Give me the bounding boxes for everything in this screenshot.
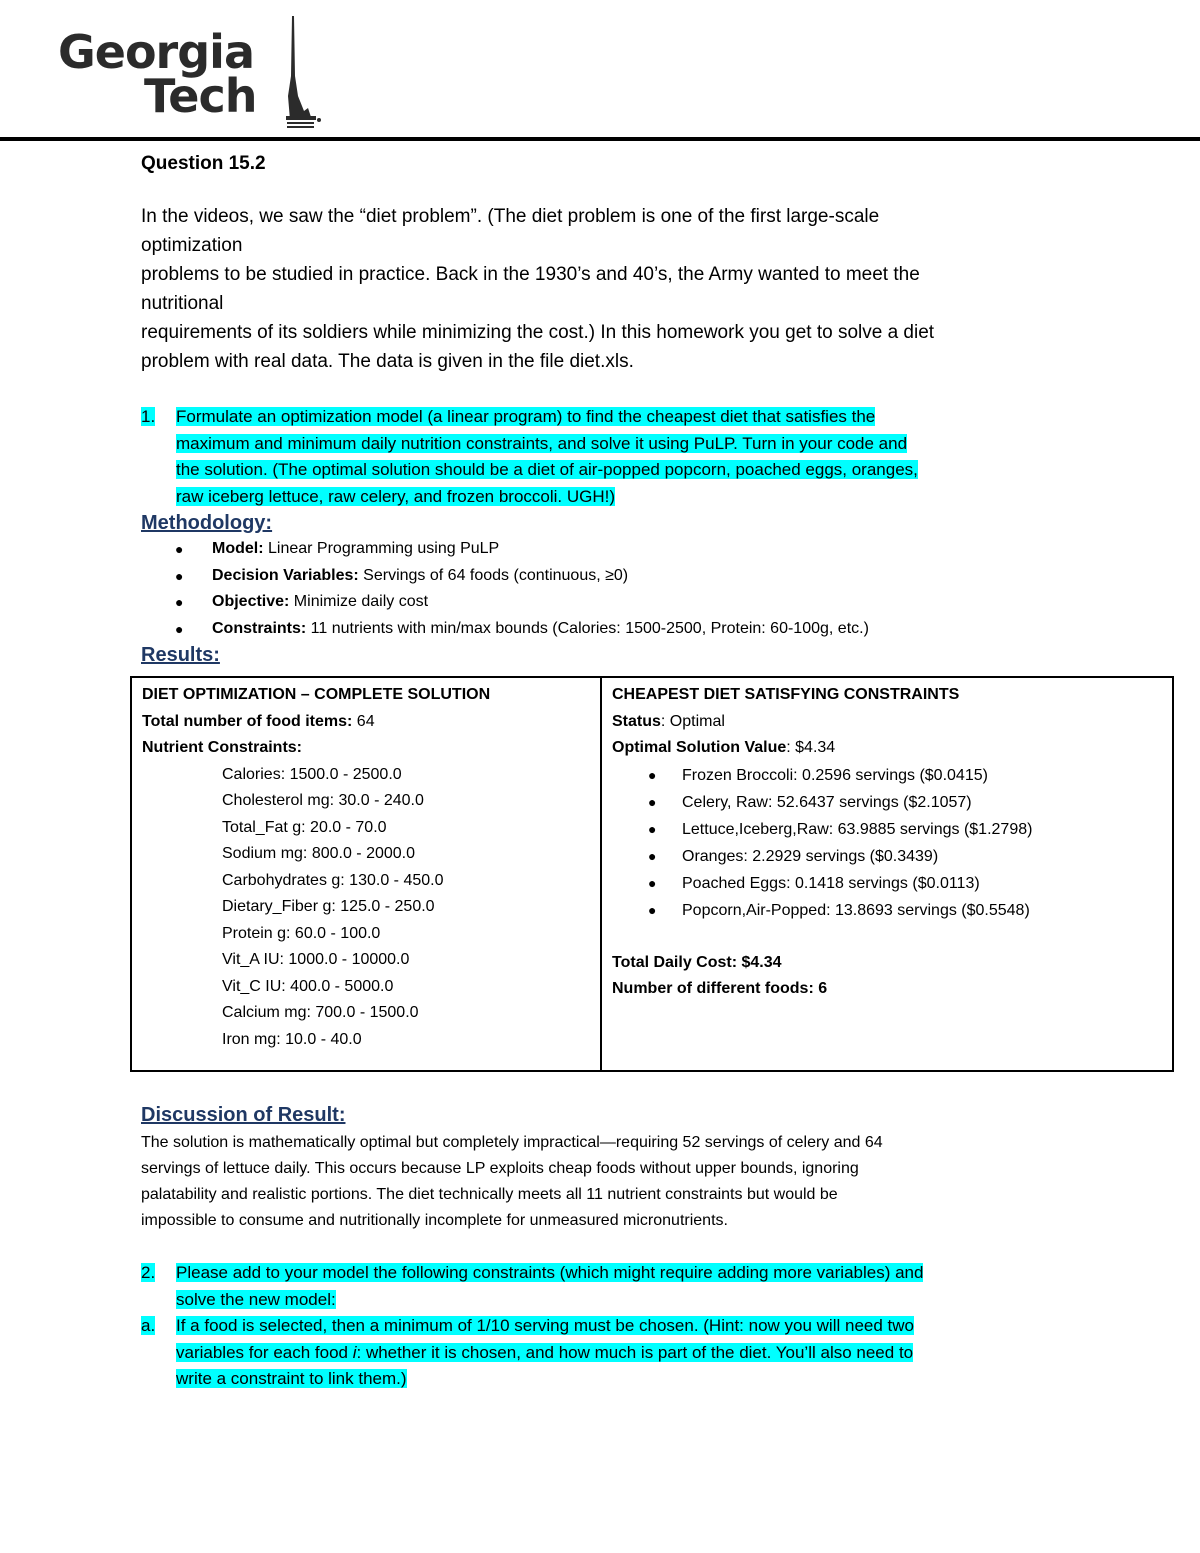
bullet-icon: ● — [648, 901, 657, 918]
nutrient-row: Vit_A IU: 1000.0 - 10000.0 — [222, 951, 410, 968]
task-2a — [141, 1313, 1176, 1393]
total-daily-cost: Total Daily Cost: $4.34 — [612, 953, 782, 971]
cheapest-diet-cell — [602, 678, 1172, 1070]
status-row: Status: Optimal — [612, 712, 725, 730]
bullet-icon: ● — [648, 793, 657, 810]
list-item: ● Model: Linear Programming using PuLP — [141, 536, 1176, 563]
task-line: maximum and minimum daily nutrition constraints, and solve it using PuLP. Turn in your code and — [176, 433, 908, 453]
header-rule — [0, 137, 1200, 141]
task-number: 1. — [141, 407, 156, 426]
list-item: ● Lettuce,Iceberg,Raw: 63.9885 servings ($1.2798) — [612, 816, 1162, 843]
task-number: a. — [141, 1316, 156, 1335]
task-text — [176, 1260, 1176, 1313]
task-line: the solution. (The optimal solution should be a diet of air-popped popcorn, poached eggs, oranges, — [176, 460, 918, 479]
nutrient-row: Iron mg: 10.0 - 40.0 — [222, 1030, 362, 1048]
list-item: ● Celery, Raw: 52.6437 servings ($2.1057) — [612, 789, 1162, 816]
list-item: ● Decision Variables: Servings of 64 foods (continuous, ≥0) — [141, 563, 1176, 590]
task-line: Please add to your model the following constraints (which might require adding more variables) and — [176, 1263, 924, 1282]
complete-solution-cell — [132, 678, 602, 1070]
list-item: ● Poached Eggs: 0.1418 servings ($0.0113) — [612, 870, 1162, 897]
bullet-icon: ● — [175, 541, 184, 557]
complete-solution-title: DIET OPTIMIZATION – COMPLETE SOLUTION — [142, 686, 491, 703]
document-body — [141, 150, 1176, 668]
discussion-line: impossible to consume and nutritionally incomplete for unmeasured micronutrients. — [141, 1212, 728, 1229]
bullet-icon: ● — [648, 847, 657, 864]
bullet-icon: ● — [648, 874, 657, 891]
results-heading: Results: — [141, 644, 220, 666]
task-line: variables for each food i: whether it is chosen, and how much is part of the diet. You’ll also need to — [176, 1342, 914, 1362]
remaining-tasks — [141, 1260, 1176, 1393]
optimal-value-row: Optimal Solution Value: $4.34 — [612, 739, 836, 756]
nutrient-row: Dietary_Fiber g: 125.0 - 250.0 — [222, 898, 435, 915]
georgia-tech-logo — [58, 16, 324, 130]
task-line: write a constraint to link them.) — [176, 1369, 407, 1388]
task-line: If a food is selected, then a minimum of 1/10 serving must be chosen. (Hint: now you will need two — [176, 1316, 914, 1335]
nutrient-row: Cholesterol mg: 30.0 - 240.0 — [222, 792, 424, 809]
discussion-line: The solution is mathematically optimal but completely impractical—requiring 52 servings of celery and 64 — [141, 1134, 883, 1151]
discussion-heading: Discussion of Result: — [141, 1104, 346, 1126]
task-line: Formulate an optimization model (a linear program) to find the cheapest diet that satisfies the — [176, 407, 876, 426]
intro-line: problem with real data. The data is given in the file diet.xls. — [141, 351, 634, 372]
nutrient-row: Total_Fat g: 20.0 - 70.0 — [222, 818, 387, 836]
list-item: ● Popcorn,Air-Popped: 13.8693 servings ($0.5548) — [612, 897, 1162, 924]
intro-line: requirements of its soldiers while minimizing the cost.) In this homework you get to solve a diet — [141, 322, 935, 343]
tech-tower-icon — [282, 16, 324, 128]
logo-text-tech: Tech — [144, 69, 257, 123]
food-items-row: Total number of food items: 64 — [142, 712, 375, 730]
nutrient-row: Calcium mg: 700.0 - 1500.0 — [222, 1004, 419, 1021]
methodology-heading: Methodology: — [141, 512, 273, 534]
task-1 — [141, 404, 1176, 510]
task-2 — [141, 1260, 1176, 1313]
discussion-paragraph — [141, 1130, 1176, 1234]
intro-paragraph — [141, 202, 1176, 376]
list-item: ● Constraints: 11 nutrients with min/max bounds (Calories: 1500-2500, Protein: 60-100g, etc.) — [141, 616, 1176, 643]
nutrient-row: Sodium mg: 800.0 - 2000.0 — [222, 845, 416, 862]
results-table — [130, 676, 1174, 1072]
bullet-icon: ● — [648, 766, 657, 783]
list-item: ● Frozen Broccoli: 0.2596 servings ($0.0415) — [612, 762, 1162, 789]
logo-text-georgia: Georgia — [58, 25, 254, 79]
food-list — [612, 762, 1162, 924]
bullet-icon: ● — [175, 594, 184, 610]
cheapest-diet-title: CHEAPEST DIET SATISFYING CONSTRAINTS — [612, 686, 960, 703]
bullet-icon: ● — [648, 820, 657, 837]
list-item: ● Objective: Minimize daily cost — [141, 589, 1176, 616]
bullet-icon: ● — [175, 567, 184, 584]
bullet-icon: ● — [175, 620, 184, 637]
intro-line: In the videos, we saw the “diet problem”. (The diet problem is one of the first large-scale — [141, 206, 880, 227]
intro-line: nutritional — [141, 293, 224, 314]
question-title: Question 15.2 — [141, 153, 266, 174]
list-item: ● Oranges: 2.2929 servings ($0.3439) — [612, 843, 1162, 870]
task-line: raw iceberg lettuce, raw celery, and frozen broccoli. UGH!) — [176, 486, 616, 506]
discussion-line: palatability and realistic portions. The diet technically meets all 11 nutrient constraints but would be — [141, 1186, 838, 1203]
nutrient-row: Carbohydrates g: 130.0 - 450.0 — [222, 871, 444, 889]
nutrient-row: Calories: 1500.0 - 2500.0 — [222, 765, 402, 783]
task-number: 2. — [141, 1263, 156, 1282]
number-of-foods: Number of different foods: 6 — [612, 980, 828, 997]
methodology-list — [141, 536, 1176, 642]
nutrient-constraints-label: Nutrient Constraints: — [142, 739, 302, 756]
task-text — [176, 404, 1176, 510]
discussion-line: servings of lettuce daily. This occurs because LP exploits cheap foods without upper bounds, ignoring — [141, 1160, 859, 1177]
intro-line: problems to be studied in practice. Back in the 1930’s and 40’s, the Army wanted to meet the — [141, 264, 920, 285]
task-line: solve the new model: — [176, 1289, 336, 1309]
nutrient-row: Protein g: 60.0 - 100.0 — [222, 924, 381, 942]
nutrient-row: Vit_C IU: 400.0 - 5000.0 — [222, 977, 394, 995]
discussion-section — [141, 1102, 1176, 1393]
task-text — [176, 1313, 1176, 1393]
intro-line: optimization — [141, 235, 243, 256]
nutrient-list — [142, 762, 590, 1054]
